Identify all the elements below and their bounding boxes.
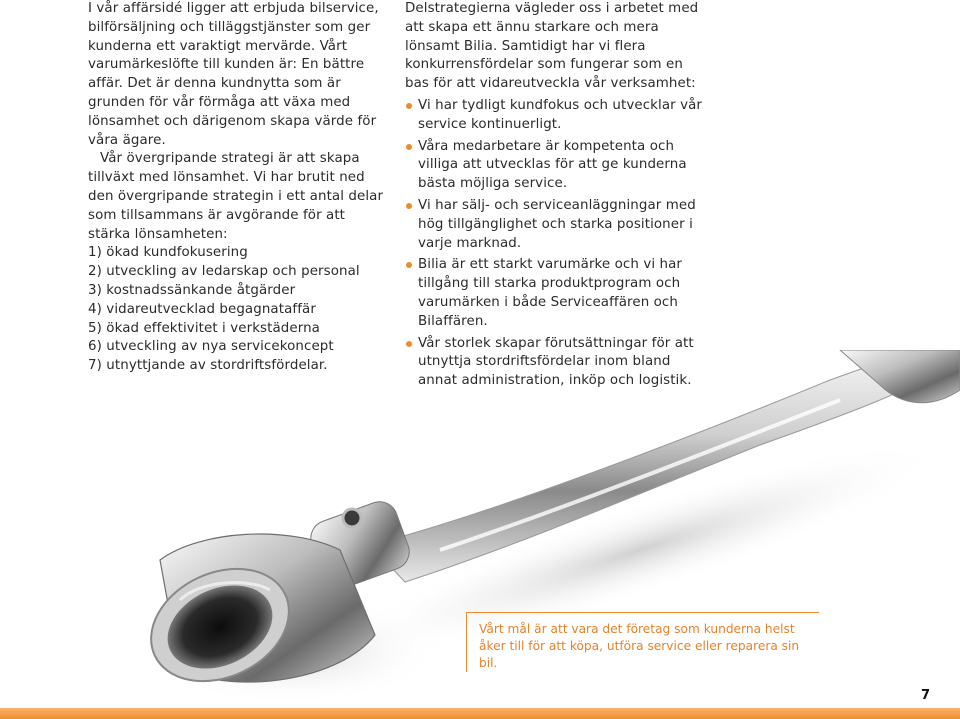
list-item: 6) utveckling av nya servicekoncept (88, 339, 334, 355)
list-item (405, 97, 705, 135)
right-column (405, 0, 705, 391)
list-item (405, 256, 705, 331)
bullet-text: Vi har sälj- och serviceanläggningar med hög tillgänglighet och starka positioner i varje marknad. (418, 197, 696, 251)
goal-callout (466, 612, 819, 672)
delstrategier-paragraph: Delstrategierna vägleder oss i arbetet med att skapa ett ännu starkare och mera lönsamt Bilia. Samtidigt har vi flera konkurrensfördelar som fungerar som en bas för att vidareutveckla vår verksamhet: (405, 1, 699, 92)
bullet-dot-icon (406, 262, 412, 268)
left-column (88, 0, 384, 376)
bullet-text: Vi har tydligt kundfokus och utvecklar vår service kontinuerligt. (418, 97, 703, 132)
list-item: 3) kostnadssänkande åtgärder (88, 282, 296, 298)
bullet-dot-icon (406, 103, 412, 109)
list-item (405, 197, 705, 253)
page-number: 7 (920, 688, 930, 703)
strategy-list (88, 244, 384, 376)
bullet-text: Våra medarbetare är kompetenta och villiga att utvecklas för att ge kunderna bästa möjliga service. (418, 138, 687, 192)
list-item: 4) vidareutvecklad begagnataffär (88, 301, 316, 317)
bullet-dot-icon (406, 341, 412, 347)
list-item: 7) utnyttjande av stordriftsfördelar. (88, 358, 328, 374)
list-item: 5) ökad effektivitet i verkstäderna (88, 320, 320, 336)
list-item (405, 138, 705, 194)
goal-statement: Vårt mål är att vara det företag som kunderna helst åker till för att köpa, utföra service eller reparera sin bil. (479, 622, 800, 670)
bullet-dot-icon (406, 203, 412, 209)
bullet-text: Vår storlek skapar förutsättningar för att utnyttja stordriftsfördelar inom bland annat administration, inköp och logistik. (418, 335, 694, 389)
list-item: 2) utveckling av ledarskap och personal (88, 264, 360, 280)
competitive-advantages-list (405, 97, 705, 391)
list-item: 1) ökad kundfokusering (88, 245, 248, 261)
bullet-text: Bilia är ett starkt varumärke och vi har tillgång till starka produktprogram och varumärken i både Serviceaffären och Bilaffären. (418, 257, 683, 329)
bullet-dot-icon (406, 144, 412, 150)
intro-paragraph: I vår affärsidé ligger att erbjuda bilservice, bilförsäljning och tilläggstjänster som ger kunderna ett varaktigt mervärde. Vårt varumärkeslöfte till kunden är: En bättre affär. Det är denna kundnytta som är grunden för vår förmåga att växa med lönsamhet och därigenom skapa värde för våra ägare. (88, 1, 379, 148)
strategy-paragraph: Vår övergripande strategi är att skapa tillväxt med lönsamhet. Vi har brutit ned den övergripande strategin i ett antal delar som tillsammans är avgörande för att stärka lönsamheten: (88, 151, 384, 242)
list-item (405, 335, 705, 391)
bottom-accent-bar (0, 708, 960, 719)
